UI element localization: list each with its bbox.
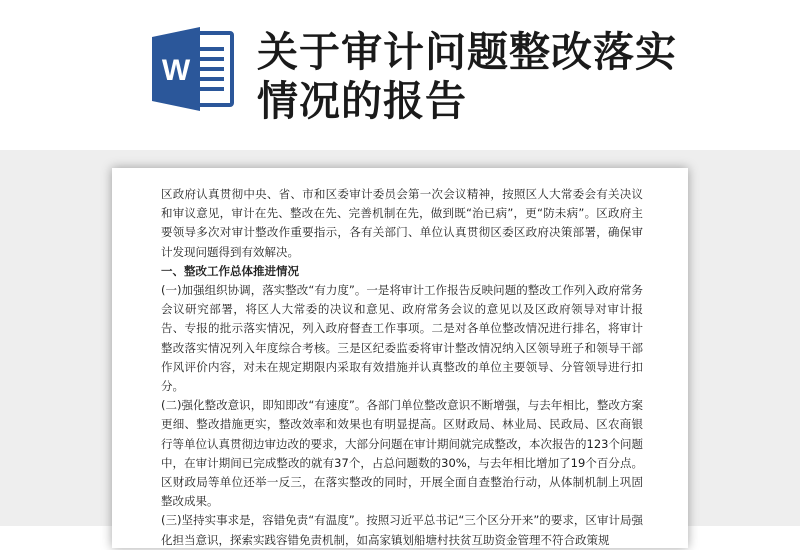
word-document-icon xyxy=(150,25,236,113)
paragraph-intro: 区政府认真贯彻中央、省、市和区委审计委员会第一次会议精神，按照区人大常委会有关决议和审议意见，审计在先、整改在先、完善机制在先，做到既“治已病”，更“防未病”。区政府主要领导多次对审计整改作重要指示，各有关部门、单位认真贯彻区委区政府决策部署，确保审计发现问题得到有效解决。 xyxy=(161,187,643,259)
word-icon-letter: W xyxy=(161,54,191,87)
section-heading: 一、整改工作总体推进情况 xyxy=(161,263,299,278)
document-header xyxy=(0,0,800,150)
document-body xyxy=(161,185,643,550)
paragraph-3: (三)坚持实事求是，容错免责“有温度”。按照习近平总书记“三个区分开来”的要求，区审计局强化担当意识，探索实践容错免责机制，如高家镇划船塘村扶贫互助资金管理不符合政策规 xyxy=(161,513,643,547)
paragraph-2: (二)强化整改意识，即知即改“有速度”。各部门单位整改意识不断增强，与去年相比，整改方案更细、整改措施更实，整改效率和效果也有明显提高。区财政局、林业局、民政局、区农商银行等单位认真贯彻边审边改的要求，大部分问题在审计期间就完成整改，本次报告的123个问题中，在审计期间已完成整改的就有37个，占总问题数的30%，与去年相比增加了19个百分点。区财政局等单位还举一反三，在落实整改的同时，开展全面自查整治行动，从体制机制上巩固整改成果。 xyxy=(161,398,643,509)
document-title: 关于审计问题整改落实情况的报告 xyxy=(257,28,677,125)
document-page xyxy=(112,168,688,548)
paragraph-1: (一)加强组织协调，落实整改“有力度”。一是将审计工作报告反映问题的整改工作列入政府常务会议研究部署，将区人大常委的决议和意见、政府常务会议的意见以及区政府领导对审计报告、专报的批示落实情况，列入政府督查工作事项。二是对各单位整改情况进行排名，将审计整改落实情况列入年度综合考核。三是区纪委监委将审计整改情况纳入区领导班子和领导干部作风评价内容，对未在规定期限内采取有效措施并认真整改的单位主要领导、分管领导进行扣分。 xyxy=(161,283,643,394)
